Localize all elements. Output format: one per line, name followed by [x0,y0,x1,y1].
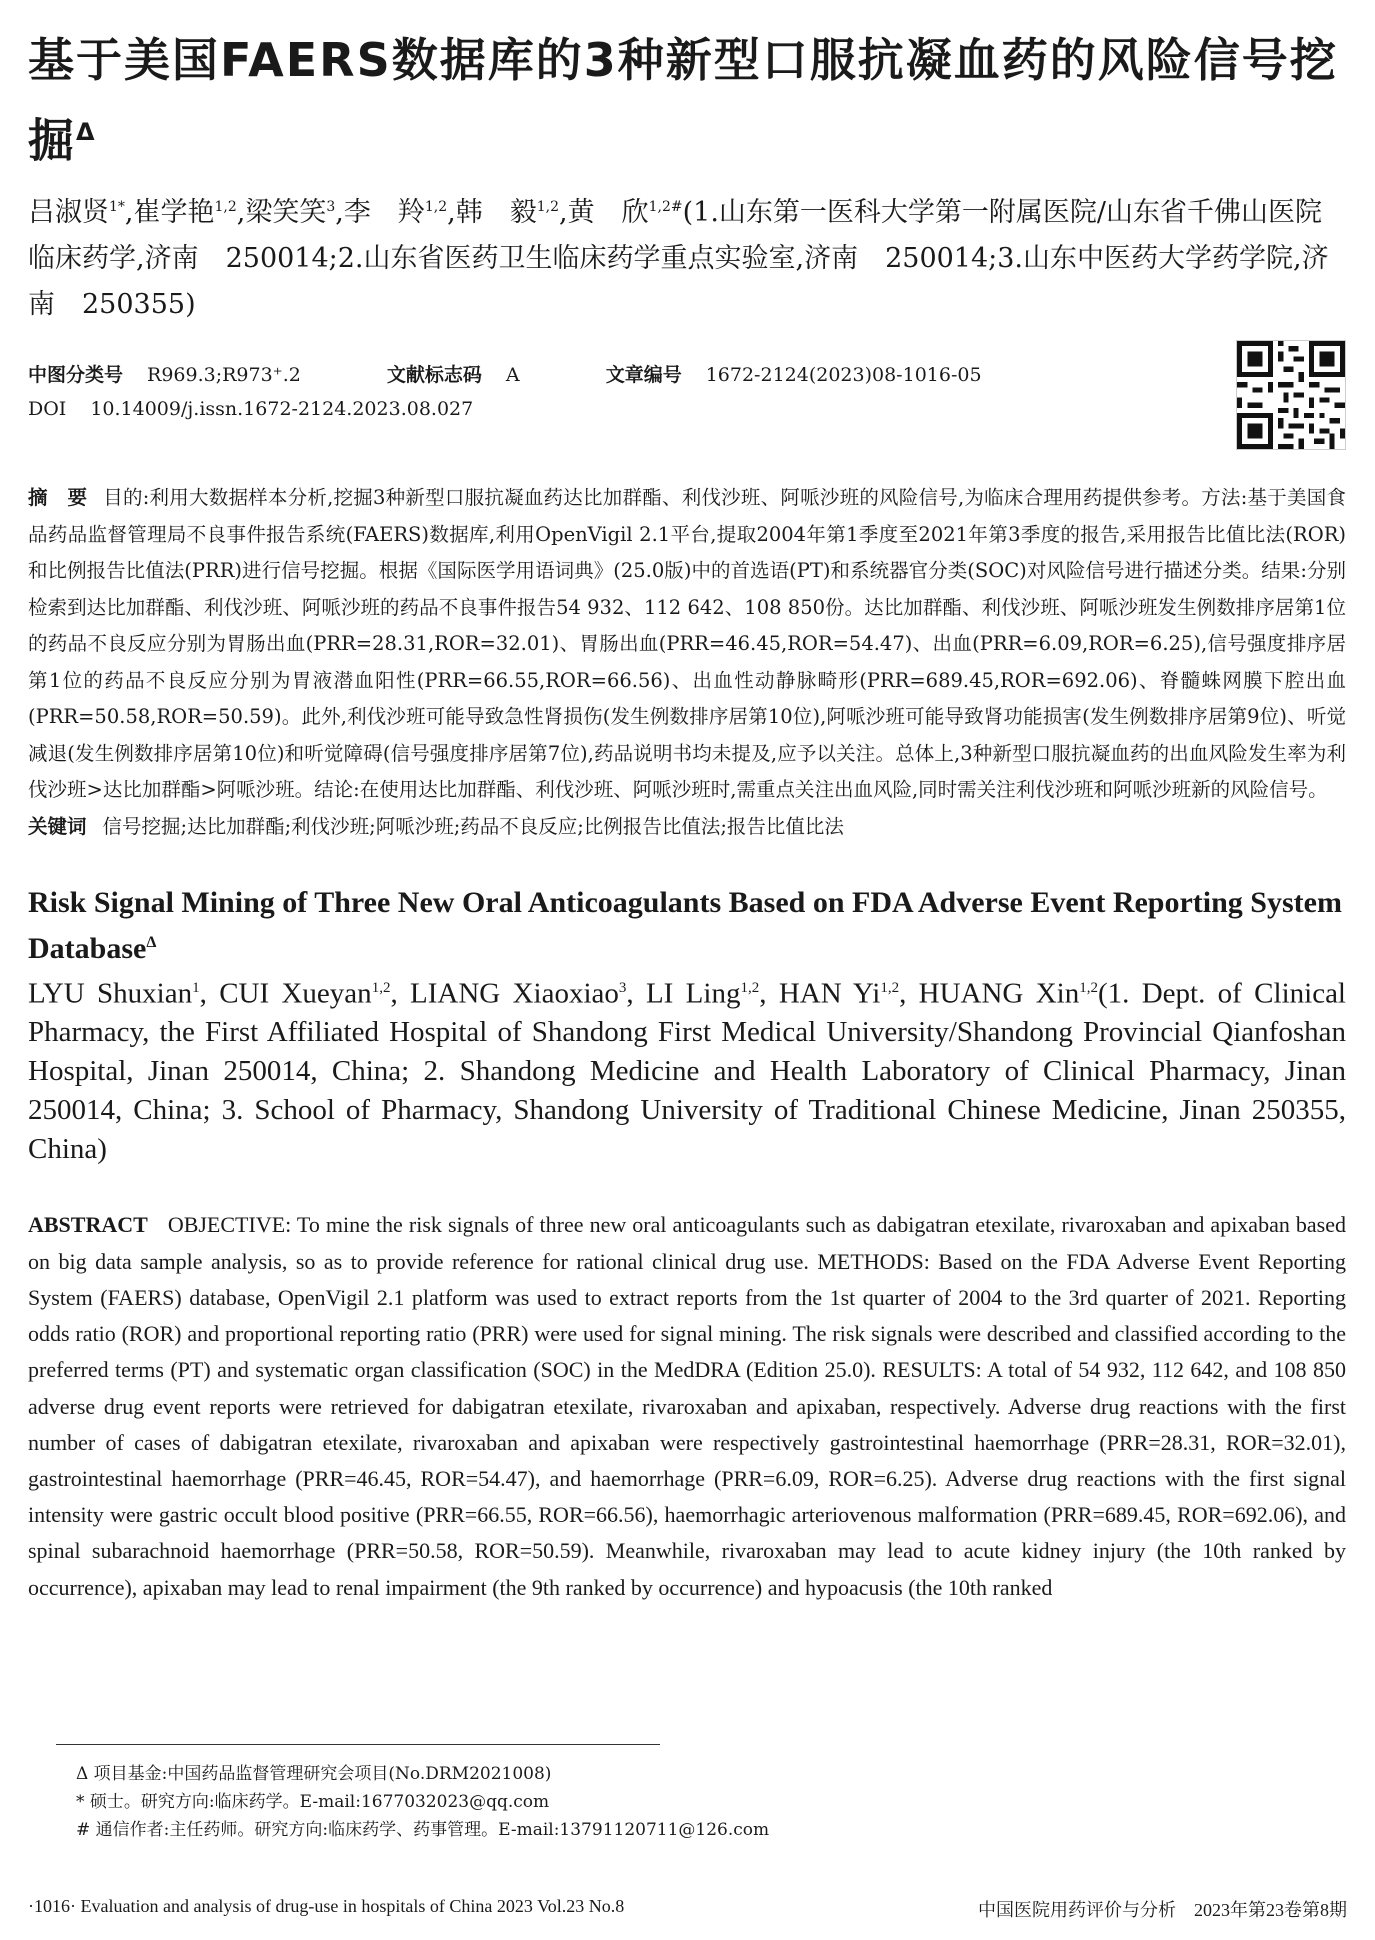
abstract-chinese-text: 目的:利用大数据样本分析,挖掘3种新型口服抗凝血药达比加群酯、利伐沙班、阿哌沙班的风险信号,为临床合理用药提供参考。方法:基于美国食品药品监督管理局不良事件报告系统(FAERS)数据库,利用OpenVigil 2.1平台,提取2004年第1季度至2021年第3季度的报告,采用报告比值比法(ROR)和比例报告比值法(PRR)进行信号挖掘。根据《国际医学用语词典》(25.0版)中的首选语(PT)和系统器官分类(SOC)对风险信号进行描述分类。结果:分别检索到达比加群酯、利伐沙班、阿哌沙班的药品不良事件报告54 932、112 642、108 850份。达比加群酯、利伐沙班、阿哌沙班发生例数排序居第1位的药品不良反应分别为胃肠出血(PRR=28.31,ROR=32.01)、胃肠出血(PRR=46.45,ROR=54.47)、出血(PRR=6.09,ROR=6.25),信号强度排序居第1位的药品不良反应分别为胃液潜血阳性(PRR=66.55,ROR=66.56)、出血性动静脉畸形(PRR=689.45,ROR=692.06)、脊髓蛛网膜下腔出血(PRR=50.58,ROR=50.59)。此外,利伐沙班可能导致急性肾损伤(发生例数排序居第10位),阿哌沙班可能导致肾功能损害(发生例数排序居第9位)、听觉减退(发生例数排序居第10位)和听觉障碍(信号强度排序居第7位),药品说明书均未提及,应予以关注。总体上,3种新型口服抗凝血药的出血风险发生率为利伐沙班>达比加群酯>阿哌沙班。结论:在使用达比加群酯、利伐沙班、阿哌沙班时,需重点关注出血风险,同时需关注利伐沙班和阿哌沙班新的风险信号。 [28,486,1346,802]
author-name: 崔学艳 [133,197,215,229]
abstract-english-text: OBJECTIVE: To mine the risk signals of three new oral anticoagulants such as dabigatran etexilate, rivaroxaban and apixaban based on big data sample analysis, so as to provide reference for rational clinical drug use. METHODS: Based on the FDA Adverse Event Reporting System (FAERS) database, OpenVigil 2.1 platform was used to extract reports from the 1st quarter of 2004 to the 3rd quarter of 2021. Reporting odds ratio (ROR) and proportional reporting ratio (PRR) were used for signal mining. The risk signals were described and classified according to the preferred terms (PT) and systematic organ classification (SOC) in the MedDRA (Edition 25.0). RESULTS: A total of 54 932, 112 642, and 108 850 adverse drug event reports were retrieved for dabigatran etexilate, rivaroxaban and apixaban, respectively. Adverse drug reactions with the first number of cases of dabigatran etexilate, rivaroxaban and apixaban were respectively gastrointestinal haemorrhage (PRR=28.31, ROR=32.01), gastrointestinal haemorrhage (PRR=46.45, ROR=54.47), and haemorrhage (PRR=6.09, ROR=6.25). Adverse drug reactions with the first signal intensity were gastric occult blood positive (PRR=66.55, ROR=66.56), haemorrhagic arteriovenous malformation (PRR=689.45, ROR=692.06), and spinal subarachnoid haemorrhage (PRR=50.58, ROR=50.59). Meanwhile, rivaroxaban may lead to acute kidney injury (the 10th ranked by occurrence), apixaban may lead to renal impairment (the 9th ranked by occurrence) and hypoacusis (the 10th ranked [28,1212,1346,1600]
doc-code-label: 文献标志码 [386,364,482,387]
author-name-en: CUI Xueyan [219,977,372,1010]
title-english [28,883,1346,969]
author-affil-sup-en: 1,2 [880,979,900,996]
keywords-chinese [28,809,1346,845]
abstract-chinese-label: 摘 要 [28,486,88,510]
keywords-chinese-label: 关键词 [28,814,87,838]
author-affil-sup-en: 1,2 [740,979,760,996]
clc-value: R969.3;R973⁺.2 [147,364,301,387]
keywords-chinese-text: 信号挖掘;达比加群酯;利伐沙班;阿哌沙班;药品不良反应;比例报告比值法;报告比值比法 [102,814,844,838]
title-english-text: Risk Signal Mining of Three New Oral Anticoagulants Based on FDA Adverse Event Reporting System Database [28,885,1342,965]
footnote-divider [56,1744,660,1745]
running-footer-left: ·1016· Evaluation and analysis of drug-use in hospitals of China 2023 Vol.23 No.8 [28,1896,625,1916]
author-name-en: LI Ling [645,977,741,1010]
doi-label: DOI [28,398,67,421]
author-name-en: HAN Yi [778,977,881,1010]
article-page [28,24,1346,1606]
author-name: 韩 毅 [455,197,537,229]
running-footer-right: 中国医院用药评价与分析 2023年第23卷第8期 [978,1900,1347,1920]
qr-code-image [1236,340,1346,450]
author-name-en: LYU Shuxian [28,977,193,1010]
author-affil-sup-en: 1,2 [1079,979,1098,996]
footnote-fund: Δ 项目基金:中国药品监督管理研究会项目(No.DRM2021008) [76,1764,552,1784]
title-chinese [28,24,1346,176]
author-name: 李 羚 [343,197,425,229]
doi-value: 10.14009/j.issn.1672-2124.2023.08.027 [90,398,474,421]
author-affil-sup: 1,2# [648,199,683,216]
footnote-first-author: * 硕士。研究方向:临床药学。E-mail:1677032023@qq.com [76,1792,550,1812]
doc-code-value: A [505,364,520,387]
authors-chinese: 吕淑贤$^{1*}$,崔学艳$^{1,2}$,梁笑笑$^3$,李 羚$^{1,2}$,韩 毅$^{1,2}$,黄 欣$^{1,2\#}$(1.山东第一医科大学第一附属医院/山东省千佛山医院临床药学,济南 250014;2.山东省医药卫生临床药学重点实验室,济南 250014;3.山东中医药大学药学院,济南 250355) [28,197,1329,321]
title-chinese-text: 基于美国FAERS数据库的3种新型口服抗凝血药的风险信号挖掘 [28,33,1338,168]
author-affil-sup-en: 1 [192,979,200,996]
author-affil-sup: 3 [326,199,336,216]
authors-english: LYU Shuxian$^1$, CUI Xueyan$^{1,2}$, LIANG Xiaoxiao$^3$, LI Ling$^{1,2}$, HAN Yi$^{1,2}$, HUANG Xin$^{1,2}$(1. Dept. of Clinical Pharmacy, the First Affiliated Hospital of Shandong First Medical University/Shandong Provincial Qianfoshan Hospital, Jinan 250014, China; 2. Shandong Medicine and Health Laboratory of Clinical Pharmacy, Jinan 250014, China; 3. School of Pharmacy, Shandong University of Traditional Chinese Medicine, Jinan 250355, China) [28,977,1346,1166]
running-footer [28,1896,1347,1922]
abstract-chinese [28,480,1346,809]
affiliations-english: (1. Dept. of Clinical Pharmacy, the First Affiliated Hospital of Shandong First Medical University/Shandong Provincial Qianfoshan Hospital, Jinan 250014, China; 2. Shandong Medicine and Health Laboratory of Clinical Pharmacy, Jinan 250014, China; 3. School of Pharmacy, Shandong University of Traditional Chinese Medicine, Jinan 250355, China) [28,977,1346,1166]
footnote-corresponding-author: # 通信作者:主任药师。研究方向:临床药学、药事管理。E-mail:13791120711@126.com [76,1820,770,1840]
article-number-value: 1672-2124(2023)08-1016-05 [705,364,982,387]
author-name: 梁笑笑 [245,197,327,229]
author-affil-sup: 1,2 [424,199,448,216]
author-affil-sup: 1,2 [214,199,237,216]
title-english-fund-mark: Δ [146,933,157,951]
author-name-en: LIANG Xiaoxiao [410,977,619,1010]
meta-row-classification [28,358,1346,392]
abstract-english-label: ABSTRACT [28,1212,148,1238]
affiliations-chinese: (1.山东第一医科大学第一附属医院/山东省千佛山医院临床药学,济南 250014;2.山东省医药卫生临床药学重点实验室,济南 250014;3.山东中医药大学药学院,济南 250355) [28,197,1329,321]
author-affil-sup-en: 3 [618,979,627,996]
article-meta [28,358,1346,426]
author-name-en: HUANG Xin [918,977,1080,1010]
abstract-english [28,1207,1346,1605]
title-fund-mark: Δ [76,118,97,146]
clc-label: 中图分类号 [28,364,124,387]
meta-row-doi [28,392,1346,426]
article-number-label: 文章编号 [605,364,682,387]
author-affil-sup-en: 1,2 [371,979,391,996]
author-affil-sup: 1* [109,199,125,216]
author-affil-sup: 1,2 [536,199,560,216]
footnotes [76,1760,769,1844]
author-name: 黄 欣 [567,197,649,229]
author-name: 吕淑贤 [28,197,109,229]
